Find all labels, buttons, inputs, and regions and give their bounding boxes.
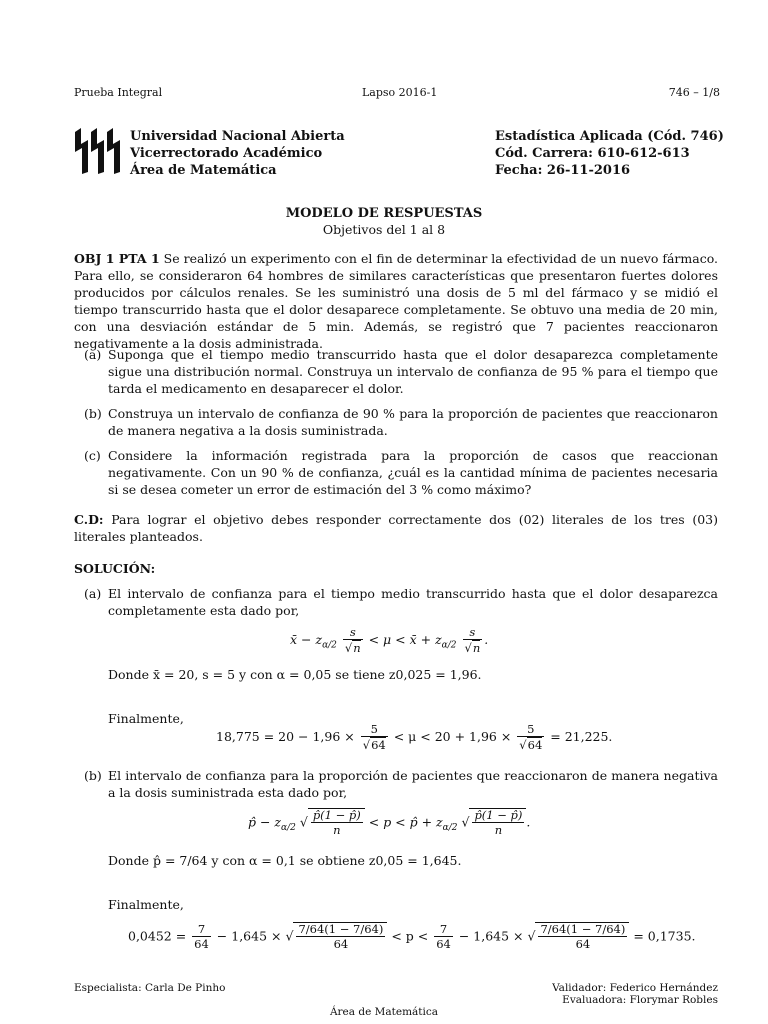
cd-label: C.D: — [74, 512, 104, 527]
career-code: Cód. Carrera: 610-612-613 — [495, 146, 690, 161]
header-right: 746 – 1/8 — [668, 86, 720, 99]
una-logo — [74, 128, 122, 174]
question-label: OBJ 1 PTA 1 — [74, 251, 160, 266]
formula-mean-ci: x̄ − $z_{\alpha/2}$ $\frac{s}{√n}$ < μ < x̄ + $z_{\alpha/2}$ $\frac{s}{√n}$ . — [290, 625, 489, 655]
solution-a-finally: Finalmente, — [108, 711, 184, 726]
footer-specialist: Especialista: Carla De Pinho — [74, 982, 226, 994]
item-text: Considere la información registrada para la proporción de casos que reaccionan negativamente. Con un 90 % de confianza, ¿cuál es la cantidad mínima de pacientes necesaria si se desea cometer un error de estimación del 3 % como máximo? — [108, 448, 718, 497]
solution-heading: SOLUCIÓN: — [74, 561, 156, 576]
page-title: MODELO DE RESPUESTAS — [285, 206, 483, 221]
header-center: Lapso 2016-1 — [362, 86, 438, 99]
solution-a-intro — [84, 585, 718, 619]
item-text: Construya un intervalo de confianza de 90 % para la proporción de pacientes que reaccionaron de manera negativa a la dosis suministrada. — [108, 406, 718, 438]
formula-proportion-ci: p̂ − $z_{\alpha/2}$ √ $\frac{p̂(1 - p̂)}{n}$ < p < p̂ + $z_{\alpha/2}$ √ $\frac{p̂(1 - p̂)}{n}$ . — [248, 808, 531, 837]
item-text: Suponga que el tiempo medio transcurrido hasta que el dolor desaparezca completamente sigue una distribución normal. Construya un intervalo de confianza de 95 % para el tiempo que tarda el medicamento en desaparecer el dolor. — [108, 347, 718, 396]
formula-proportion-result: 0,0452 = $\frac{7}{64}$ − 1,645 × √ $\frac{7/64(1 - 7/64)}{64}$ < p < $\frac{7}{64}$ − 1,645 × √ $\frac{7/64(1 - 7/64)}{64}$ = 0,1735. — [128, 922, 696, 951]
institution-block — [130, 128, 345, 179]
solution-a-where: Donde x̄ = 20, s = 5 y con α = 0,05 se tiene z0,025 = 1,96. — [108, 667, 482, 682]
footer-area: Área de Matemática — [329, 1006, 439, 1018]
footer-evaluator: Evaluadora: Florymar Robles — [562, 994, 718, 1006]
cd-text: Para lograr el objetivo debes responder correctamente dos (02) literales de los tres (03) literales planteados. — [74, 512, 718, 544]
vicerrectorado: Vicerrectorado Académico — [130, 146, 323, 161]
item-text: El intervalo de confianza para el tiempo medio transcurrido hasta que el dolor desaparezca completamente esta dado por, — [108, 586, 718, 618]
item-text: El intervalo de confianza para la proporción de pacientes que reaccionaron de manera negativa a la dosis suministrada esta dado por, — [108, 768, 718, 800]
question-item-b — [84, 405, 718, 439]
item-label: (c) — [84, 448, 101, 463]
page-subtitle: Objetivos del 1 al 8 — [322, 222, 446, 237]
footer-validator: Validador: Federico Hernández — [552, 982, 718, 994]
solution-b-finally: Finalmente, — [108, 897, 184, 912]
question-item-a — [84, 346, 718, 397]
question-text: Se realizó un experimento con el fin de determinar la efectividad de un nuevo fármaco. Para ello, se consideraron 64 hombres de similares características que presentaron fuertes dolores producidos por cálculos renales. Se les suministró una dosis de 5 ml del fármaco y se midió el tiempo transcurrido hasta que el dolor desaparece completamente. Se obtuvo una media de 20 min, con una desviación estándar de 5 min. Además, se registró que 7 pacientes reaccionaron negativamente a la dosis administrada. — [74, 251, 718, 351]
course-block — [495, 128, 724, 179]
question-item-c — [84, 447, 718, 498]
cd-note — [74, 511, 718, 545]
header-left: Prueba Integral — [74, 86, 163, 99]
item-label: (a) — [84, 586, 102, 601]
item-label: (b) — [84, 406, 102, 421]
course-name: Estadística Aplicada (Cód. 746) — [495, 129, 724, 144]
item-label: (b) — [84, 768, 102, 783]
item-label: (a) — [84, 347, 102, 362]
exam-date: Fecha: 26-11-2016 — [495, 163, 631, 178]
area: Área de Matemática — [130, 163, 277, 178]
formula-mean-result: 18,775 = 20 − 1,96 × $\frac{5}{√64}$ < μ < 20 + 1,96 × $\frac{5}{√64}$ = 21,225. — [216, 722, 613, 752]
solution-b-where: Donde p̂ = 7/64 y con α = 0,1 se obtiene z0,05 = 1,645. — [108, 853, 462, 868]
institution-name: Universidad Nacional Abierta — [130, 129, 345, 144]
solution-b-intro — [84, 767, 718, 801]
question-statement — [74, 250, 718, 352]
running-header — [74, 86, 720, 100]
